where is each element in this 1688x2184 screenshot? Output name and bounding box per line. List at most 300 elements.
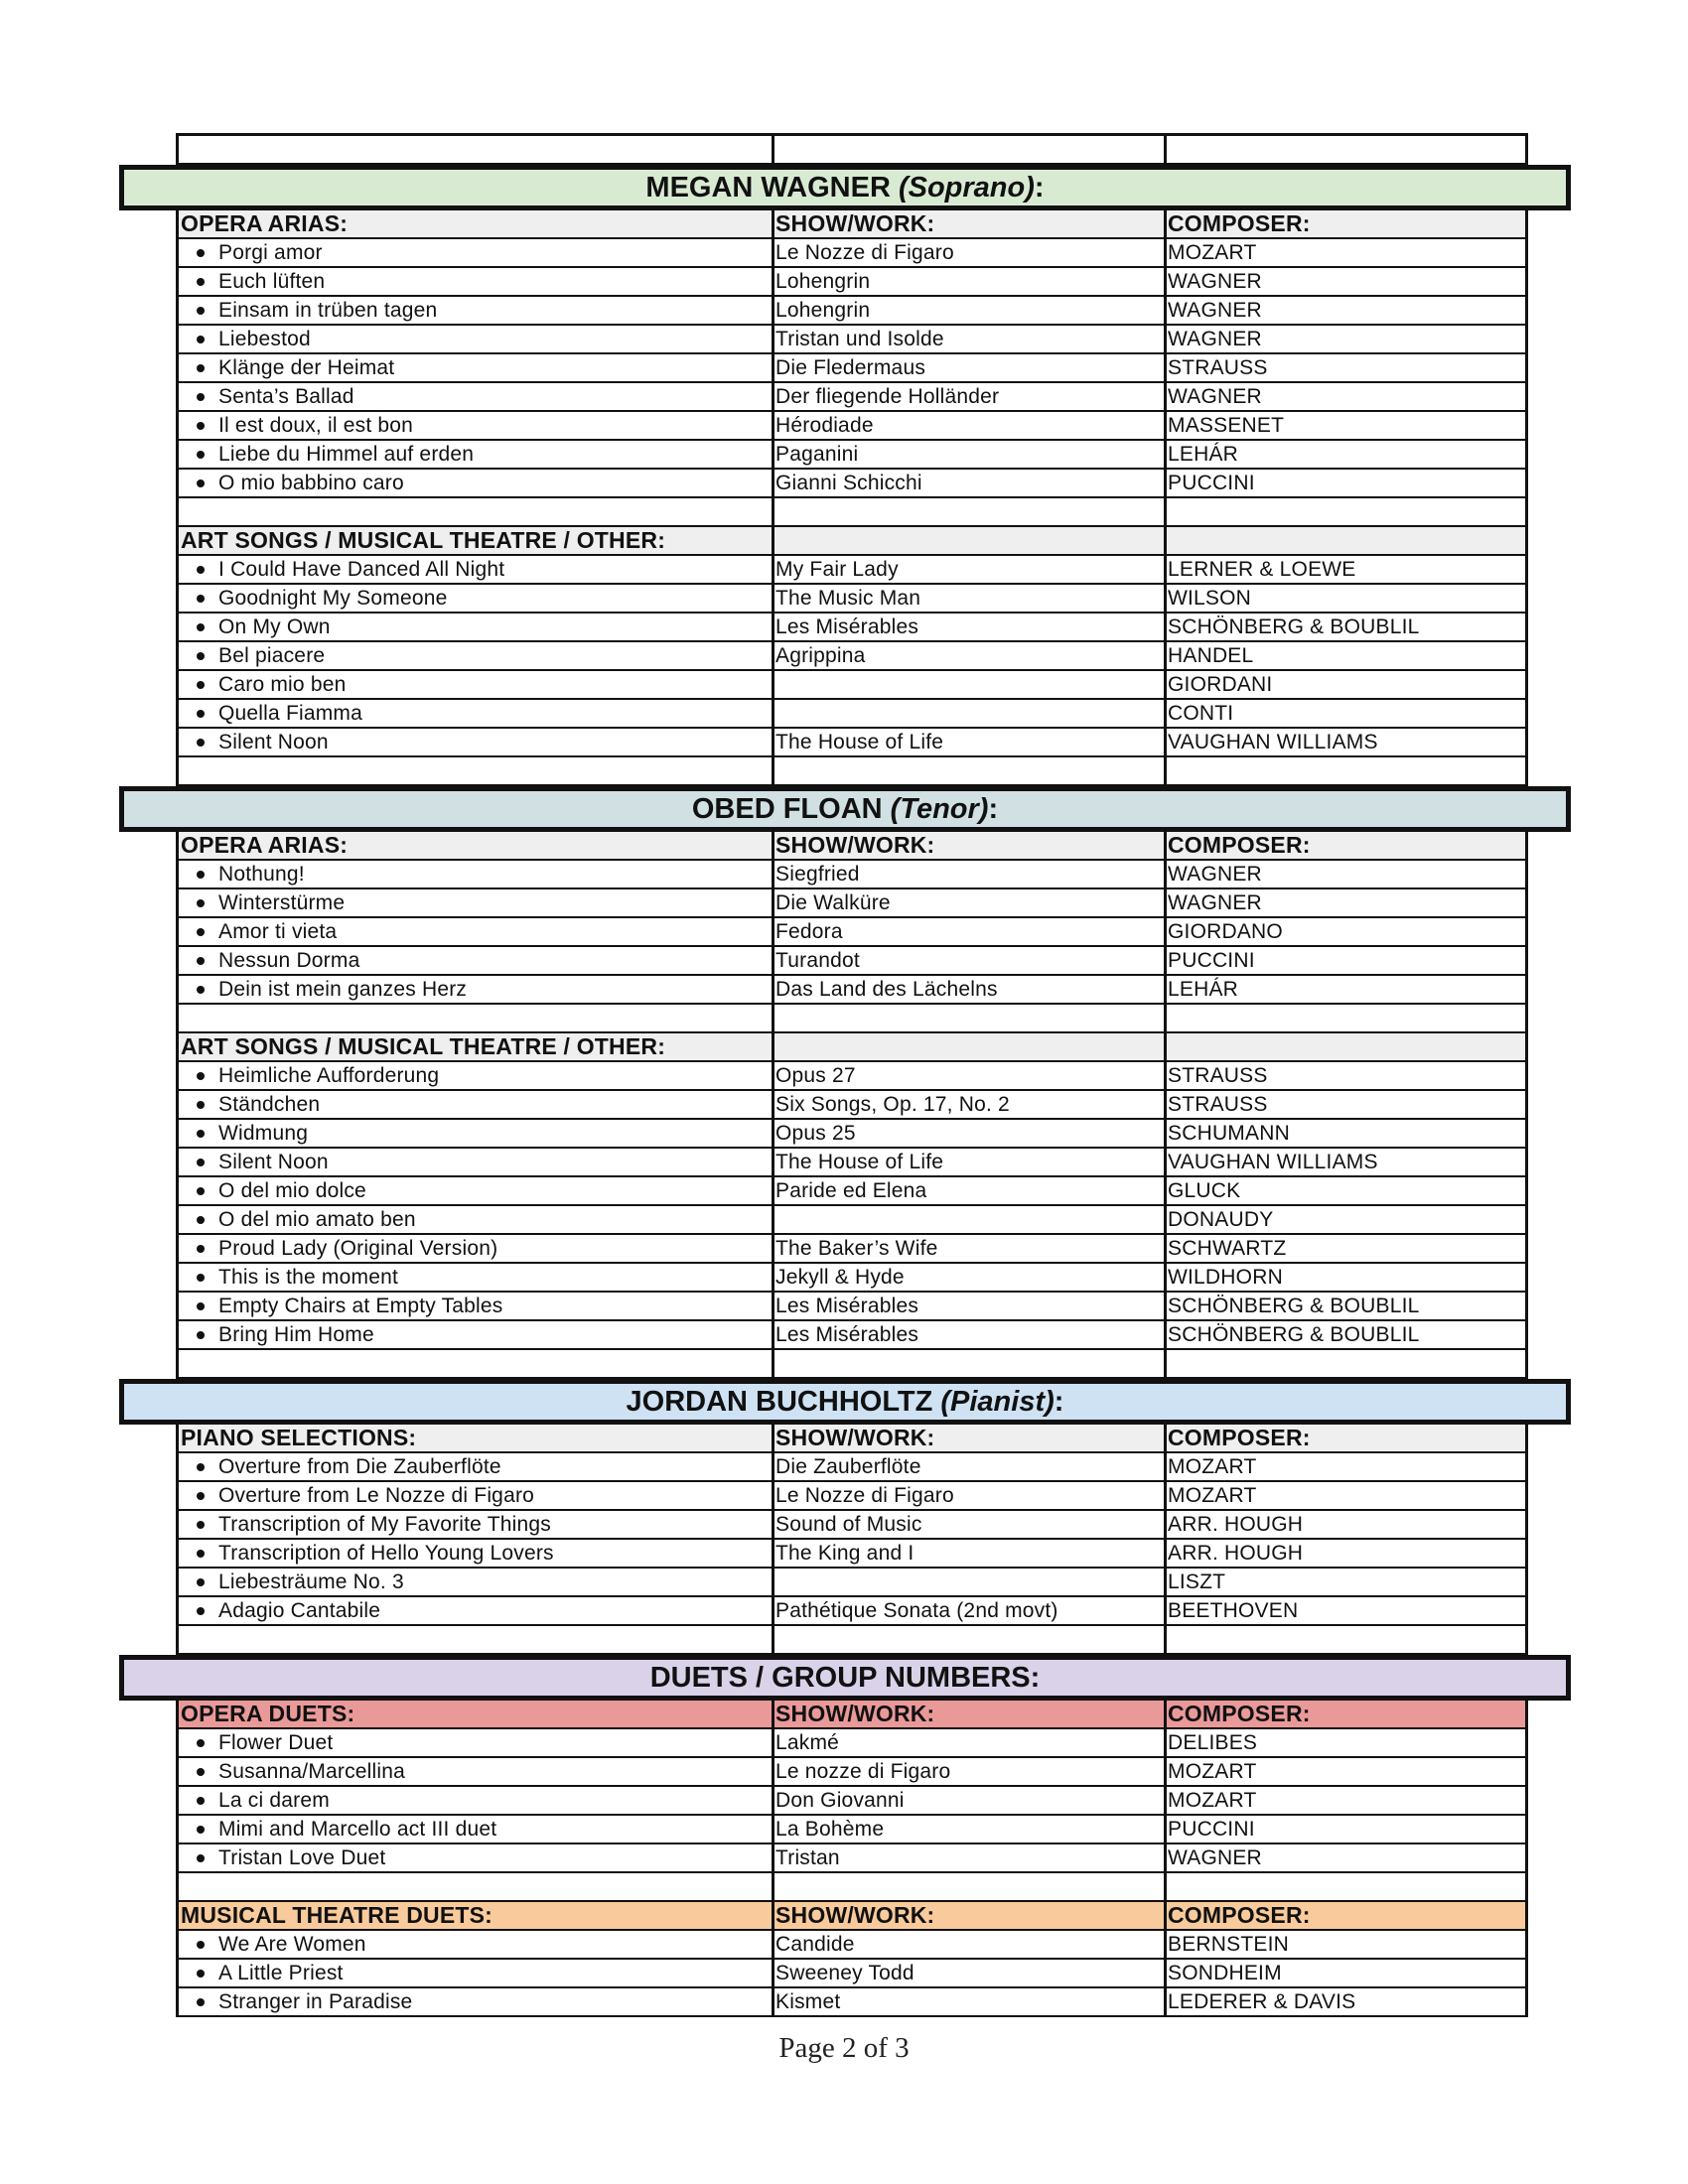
piece-title: Liebestod [218, 328, 311, 350]
show-work-cell: Le Nozze di Figaro [774, 239, 1167, 266]
composer-cell: ARR. HOUGH [1168, 1513, 1304, 1536]
performer-name: DUETS / GROUP NUMBERS: [649, 1661, 1041, 1694]
composer-cell: MOZART [1168, 1760, 1257, 1783]
bullet-icon [197, 957, 205, 965]
piece-title: Goodnight My Someone [218, 587, 448, 610]
empty-cell [179, 1626, 774, 1653]
composer-cell: PUCCINI [1168, 949, 1255, 972]
piece-title: Heimliche Aufforderung [218, 1064, 440, 1087]
piece-cell [179, 412, 774, 439]
show-work-cell: Siegfried [774, 861, 1167, 887]
composer-cell: MOZART [1168, 1484, 1257, 1507]
bullet-icon [197, 1492, 205, 1500]
piece-cell [179, 1597, 774, 1624]
bullet-icon [197, 1331, 205, 1339]
bullet-icon [197, 1739, 205, 1747]
table-row [179, 1787, 1525, 1816]
composer-cell: BERNSTEIN [1168, 1933, 1289, 1956]
table-row [179, 1482, 1525, 1511]
table-row [179, 1235, 1525, 1264]
show-work-cell: Le Nozze di Figaro [774, 1482, 1167, 1509]
category-header: OPERA ARIAS: [179, 832, 774, 859]
empty-cell [179, 757, 774, 784]
table-row [179, 1758, 1525, 1787]
empty-cell [1167, 498, 1525, 525]
piece-cell [179, 326, 774, 352]
piece-title: Euch lüften [218, 270, 326, 293]
show-work-cell: Lohengrin [774, 268, 1167, 295]
show-work-cell: The Music Man [774, 585, 1167, 612]
empty-cell [1167, 1350, 1525, 1377]
piece-title: Klänge der Heimat [218, 356, 395, 379]
bullet-icon [197, 1187, 205, 1195]
show-work-cell: Tristan und Isolde [774, 326, 1167, 352]
bullet-icon [197, 928, 205, 936]
show-work-cell: Fedora [774, 918, 1167, 945]
composer-cell: ARR. HOUGH [1168, 1542, 1304, 1565]
bullet-icon [197, 451, 205, 459]
bullet-icon [197, 739, 205, 747]
table-row [179, 729, 1525, 757]
empty-cell [774, 1005, 1167, 1031]
piece-cell [179, 1264, 774, 1291]
piece-title: Widmung [218, 1122, 309, 1145]
bullet-icon [197, 1101, 205, 1109]
bullet-icon [197, 595, 205, 603]
piece-title: Ständchen [218, 1093, 321, 1116]
empty-cell [1167, 1873, 1525, 1900]
show-work-cell: Jekyll & Hyde [774, 1264, 1167, 1291]
piece-cell [179, 1482, 774, 1509]
piece-cell [179, 1177, 774, 1204]
composer-cell: MASSENET [1168, 414, 1285, 437]
table-row [179, 1729, 1525, 1758]
bullet-icon [197, 899, 205, 907]
table-row [179, 614, 1525, 642]
performer-name: MEGAN WAGNER [645, 171, 891, 204]
empty-cell [179, 1873, 774, 1900]
piece-title: O del mio dolce [218, 1179, 366, 1202]
table-row [179, 1264, 1525, 1293]
composer-cell: SONDHEIM [1168, 1962, 1282, 1984]
composer-cell: LEHÁR [1168, 443, 1239, 466]
show-work-cell: Tristan [774, 1844, 1167, 1871]
piece-title: Empty Chairs at Empty Tables [218, 1295, 503, 1317]
show-work-cell: Paganini [774, 441, 1167, 468]
table-row [179, 383, 1525, 412]
show-work-header: SHOW/WORK: [774, 1701, 1167, 1727]
composer-cell: WAGNER [1168, 385, 1262, 408]
empty-cell [1167, 1005, 1525, 1031]
show-work-header [774, 527, 1167, 554]
piece-cell [179, 1960, 774, 1986]
table-row [179, 441, 1525, 470]
piece-title: Silent Noon [218, 1151, 329, 1173]
table-row [179, 1931, 1525, 1960]
show-work-cell: Pathétique Sonata (2nd movt) [774, 1597, 1167, 1624]
empty-cell [774, 136, 1167, 163]
show-work-header: SHOW/WORK: [774, 210, 1167, 237]
composer-header [1167, 527, 1525, 554]
blank-row [179, 1626, 1525, 1655]
bullet-icon [197, 623, 205, 631]
show-work-cell: Opus 27 [774, 1062, 1167, 1089]
table-row [179, 976, 1525, 1005]
bullet-icon [197, 1550, 205, 1558]
bullet-icon [197, 1245, 205, 1253]
piece-title: We Are Women [218, 1933, 366, 1956]
piece-title: This is the moment [218, 1266, 398, 1289]
blank-row [179, 757, 1525, 786]
piece-title: Caro mio ben [218, 673, 347, 696]
empty-cell [179, 136, 774, 163]
table-row [179, 585, 1525, 614]
bullet-icon [197, 1463, 205, 1471]
show-work-cell: Don Giovanni [774, 1787, 1167, 1814]
piece-title: Mimi and Marcello act III duet [218, 1818, 497, 1841]
show-work-cell [774, 700, 1167, 727]
table-row [179, 947, 1525, 976]
composer-cell: SCHWARTZ [1168, 1237, 1287, 1260]
bullet-icon [197, 1607, 205, 1615]
show-work-cell: Die Zauberflöte [774, 1453, 1167, 1480]
bullet-icon [197, 1302, 205, 1310]
piece-cell [179, 1988, 774, 2015]
bullet-icon [197, 710, 205, 718]
composer-cell: GLUCK [1168, 1179, 1241, 1202]
table-row [179, 268, 1525, 297]
empty-cell [774, 1350, 1167, 1377]
bullet-icon [197, 1854, 205, 1862]
piece-cell [179, 1931, 774, 1958]
piece-title: La ci darem [218, 1789, 330, 1812]
section-table [176, 832, 1528, 1379]
empty-cell [774, 1626, 1167, 1653]
show-work-cell: Paride ed Elena [774, 1177, 1167, 1204]
blank-row [179, 1005, 1525, 1033]
composer-cell: DONAUDY [1168, 1208, 1274, 1231]
show-work-cell: Turandot [774, 947, 1167, 974]
piece-title: Winterstürme [218, 891, 346, 914]
piece-title: On My Own [218, 615, 331, 638]
piece-cell [179, 1453, 774, 1480]
composer-cell: BEETHOVEN [1168, 1599, 1299, 1622]
table-row [179, 1321, 1525, 1350]
table-row [179, 1960, 1525, 1988]
table-row [179, 861, 1525, 889]
bullet-icon [197, 1159, 205, 1166]
piece-cell [179, 1787, 774, 1814]
empty-cell [179, 1005, 774, 1031]
composer-header: COMPOSER: [1168, 1902, 1311, 1928]
bullet-icon [197, 393, 205, 401]
table-row [179, 1091, 1525, 1120]
category-header: PIANO SELECTIONS: [179, 1425, 774, 1451]
composer-cell: SCHÖNBERG & BOUBLIL [1168, 1295, 1420, 1317]
show-work-cell: The Baker’s Wife [774, 1235, 1167, 1262]
show-work-cell: Lohengrin [774, 297, 1167, 324]
composer-header: COMPOSER: [1168, 1701, 1311, 1726]
table-row [179, 1569, 1525, 1597]
composer-cell: PUCCINI [1168, 472, 1255, 494]
empty-cell [179, 498, 774, 525]
table-row [179, 1177, 1525, 1206]
piece-cell [179, 614, 774, 640]
table-row [179, 1540, 1525, 1569]
composer-cell: LEDERER & DAVIS [1168, 1990, 1356, 2013]
composer-cell: LEHÁR [1168, 978, 1239, 1001]
composer-cell: PUCCINI [1168, 1818, 1255, 1841]
bullet-icon [197, 1998, 205, 2006]
piece-cell [179, 1511, 774, 1538]
show-work-cell: Gianni Schicchi [774, 470, 1167, 496]
show-work-header: SHOW/WORK: [774, 1425, 1167, 1451]
empty-cell [774, 498, 1167, 525]
bullet-icon [197, 249, 205, 257]
empty-cell [774, 757, 1167, 784]
show-work-cell: The King and I [774, 1540, 1167, 1567]
piece-cell [179, 1569, 774, 1595]
bullet-icon [197, 1216, 205, 1224]
table-row [179, 1511, 1525, 1540]
piece-cell [179, 1844, 774, 1871]
table-row [179, 1844, 1525, 1873]
group-header-row [179, 1701, 1525, 1729]
show-work-cell: Opus 25 [774, 1120, 1167, 1147]
piece-cell [179, 700, 774, 727]
show-work-cell: Lakmé [774, 1729, 1167, 1756]
show-work-cell [774, 1206, 1167, 1233]
show-work-cell: The House of Life [774, 1149, 1167, 1175]
show-work-cell: Sound of Music [774, 1511, 1167, 1538]
piece-title: Transcription of Hello Young Lovers [218, 1542, 554, 1565]
piece-title: Overture from Le Nozze di Figaro [218, 1484, 535, 1507]
piece-title: Bel piacere [218, 644, 326, 667]
composer-header: COMPOSER: [1168, 1425, 1311, 1450]
page-number: Page 2 of 3 [778, 2032, 910, 2064]
composer-cell: WAGNER [1168, 270, 1262, 293]
composer-cell: WAGNER [1168, 863, 1262, 886]
composer-cell: HANDEL [1168, 644, 1254, 667]
piece-title: I Could Have Danced All Night [218, 558, 505, 581]
category-header: MUSICAL THEATRE DUETS: [179, 1902, 774, 1929]
piece-cell [179, 1321, 774, 1348]
bullet-icon [197, 1521, 205, 1529]
piece-title: Nothung! [218, 863, 305, 886]
show-work-cell: Hérodiade [774, 412, 1167, 439]
section-banner [119, 1655, 1571, 1701]
composer-cell: STRAUSS [1168, 1093, 1268, 1116]
piece-cell [179, 1149, 774, 1175]
piece-title: Susanna/Marcellina [218, 1760, 406, 1783]
show-work-header [774, 1033, 1167, 1060]
show-work-cell: Das Land des Lächelns [774, 976, 1167, 1003]
table-row [179, 239, 1525, 268]
bullet-icon [197, 364, 205, 372]
composer-header: COMPOSER: [1168, 210, 1311, 236]
composer-cell: CONTI [1168, 702, 1234, 725]
table-row [179, 918, 1525, 947]
piece-cell [179, 354, 774, 381]
piece-title: Dein ist mein ganzes Herz [218, 978, 468, 1001]
group-header-row [179, 1425, 1525, 1453]
bullet-icon [197, 1578, 205, 1586]
table-row [179, 1988, 1525, 2017]
show-work-cell [774, 671, 1167, 698]
bullet-icon [197, 986, 205, 994]
piece-cell [179, 1120, 774, 1147]
show-work-cell: My Fair Lady [774, 556, 1167, 583]
banner-colon: : [1054, 1385, 1064, 1418]
voice-type: (Soprano) [898, 171, 1035, 204]
bullet-icon [197, 1941, 205, 1949]
performer-name: OBED FLOAN [691, 792, 883, 825]
table-row [179, 700, 1525, 729]
table-row [179, 1816, 1525, 1844]
performer-name: JORDAN BUCHHOLTZ [626, 1385, 933, 1418]
composer-cell: SCHUMANN [1168, 1122, 1290, 1145]
piece-cell [179, 976, 774, 1003]
piece-cell [179, 1235, 774, 1262]
composer-cell: MOZART [1168, 1455, 1257, 1478]
show-work-cell: Candide [774, 1931, 1167, 1958]
bullet-icon [197, 652, 205, 660]
table-row [179, 1597, 1525, 1626]
group-header-row [179, 832, 1525, 861]
piece-title: Liebe du Himmel auf erden [218, 443, 475, 466]
show-work-cell: Die Fledermaus [774, 354, 1167, 381]
bullet-icon [197, 422, 205, 430]
piece-cell [179, 239, 774, 266]
bullet-icon [197, 1072, 205, 1080]
empty-cell [1167, 136, 1525, 163]
piece-cell [179, 1816, 774, 1843]
section-table [176, 210, 1528, 786]
composer-cell: VAUGHAN WILLIAMS [1168, 1151, 1378, 1173]
table-row [179, 889, 1525, 918]
section-banner [119, 786, 1571, 832]
repertoire-document [0, 133, 1688, 2017]
empty-cell [774, 1873, 1167, 1900]
piece-cell [179, 729, 774, 755]
composer-cell: WILSON [1168, 587, 1252, 610]
composer-header [1167, 1033, 1525, 1060]
composer-cell: WAGNER [1168, 1846, 1262, 1869]
show-work-header: SHOW/WORK: [774, 1902, 1167, 1929]
show-work-cell: Der fliegende Holländer [774, 383, 1167, 410]
category-header: OPERA DUETS: [179, 1701, 774, 1727]
section-table [176, 1701, 1528, 2017]
piece-cell [179, 1540, 774, 1567]
bullet-icon [197, 566, 205, 574]
piece-title: Silent Noon [218, 731, 329, 753]
piece-cell [179, 383, 774, 410]
composer-cell: MOZART [1168, 241, 1257, 264]
empty-cell [1167, 1626, 1525, 1653]
piece-title: Transcription of My Favorite Things [218, 1513, 551, 1536]
empty-cell [1167, 757, 1525, 784]
table-row [179, 297, 1525, 326]
section-banner [119, 165, 1571, 210]
category-header: ART SONGS / MUSICAL THEATRE / OTHER: [179, 1033, 774, 1060]
piece-title: Liebesträume No. 3 [218, 1570, 404, 1593]
group-header-row [179, 210, 1525, 239]
table-row [179, 1453, 1525, 1482]
composer-cell: SCHÖNBERG & BOUBLIL [1168, 1323, 1420, 1346]
piece-cell [179, 1091, 774, 1118]
piece-cell [179, 1206, 774, 1233]
blank-row [179, 498, 1525, 527]
show-work-cell: Six Songs, Op. 17, No. 2 [774, 1091, 1167, 1118]
composer-cell: WAGNER [1168, 299, 1262, 322]
bullet-icon [197, 871, 205, 879]
bullet-icon [197, 1826, 205, 1834]
table-row [179, 1293, 1525, 1321]
piece-cell [179, 556, 774, 583]
section-table [176, 1425, 1528, 1655]
voice-type: (Pianist) [940, 1385, 1055, 1418]
show-work-cell: Kismet [774, 1988, 1167, 2015]
piece-cell [179, 671, 774, 698]
table-row [179, 1206, 1525, 1235]
banner-colon: : [988, 792, 999, 825]
composer-cell: WAGNER [1168, 328, 1262, 350]
show-work-cell: Les Misérables [774, 1321, 1167, 1348]
composer-cell: MOZART [1168, 1789, 1257, 1812]
composer-cell: WAGNER [1168, 891, 1262, 914]
bullet-icon [197, 1797, 205, 1805]
blank-row [179, 136, 1525, 165]
table-row [179, 354, 1525, 383]
piece-cell [179, 1062, 774, 1089]
piece-title: Tristan Love Duet [218, 1846, 386, 1869]
piece-title: Proud Lady (Original Version) [218, 1237, 498, 1260]
piece-title: Flower Duet [218, 1731, 334, 1754]
table-row [179, 326, 1525, 354]
bullet-icon [197, 307, 205, 315]
category-header: OPERA ARIAS: [179, 210, 774, 237]
bullet-icon [197, 336, 205, 343]
show-work-cell: La Bohème [774, 1816, 1167, 1843]
bullet-icon [197, 681, 205, 689]
piece-title: Il est doux, il est bon [218, 414, 414, 437]
show-work-cell: The House of Life [774, 729, 1167, 755]
piece-cell [179, 889, 774, 916]
piece-cell [179, 441, 774, 468]
table-row [179, 1062, 1525, 1091]
piece-cell [179, 1729, 774, 1756]
table-row [179, 671, 1525, 700]
show-work-cell [774, 1569, 1167, 1595]
piece-title: Porgi amor [218, 241, 323, 264]
show-work-cell: Die Walküre [774, 889, 1167, 916]
piece-cell [179, 470, 774, 496]
piece-cell [179, 268, 774, 295]
show-work-cell: Sweeney Todd [774, 1960, 1167, 1986]
composer-header: COMPOSER: [1168, 832, 1311, 858]
group-header-row [179, 1033, 1525, 1062]
table-row [179, 642, 1525, 671]
composer-cell: STRAUSS [1168, 1064, 1268, 1087]
piece-cell [179, 297, 774, 324]
composer-cell: WILDHORN [1168, 1266, 1283, 1289]
piece-title: A Little Priest [218, 1962, 344, 1984]
bullet-icon [197, 1274, 205, 1282]
group-header-row [179, 527, 1525, 556]
piece-cell [179, 642, 774, 669]
piece-cell [179, 585, 774, 612]
show-work-cell: Les Misérables [774, 614, 1167, 640]
